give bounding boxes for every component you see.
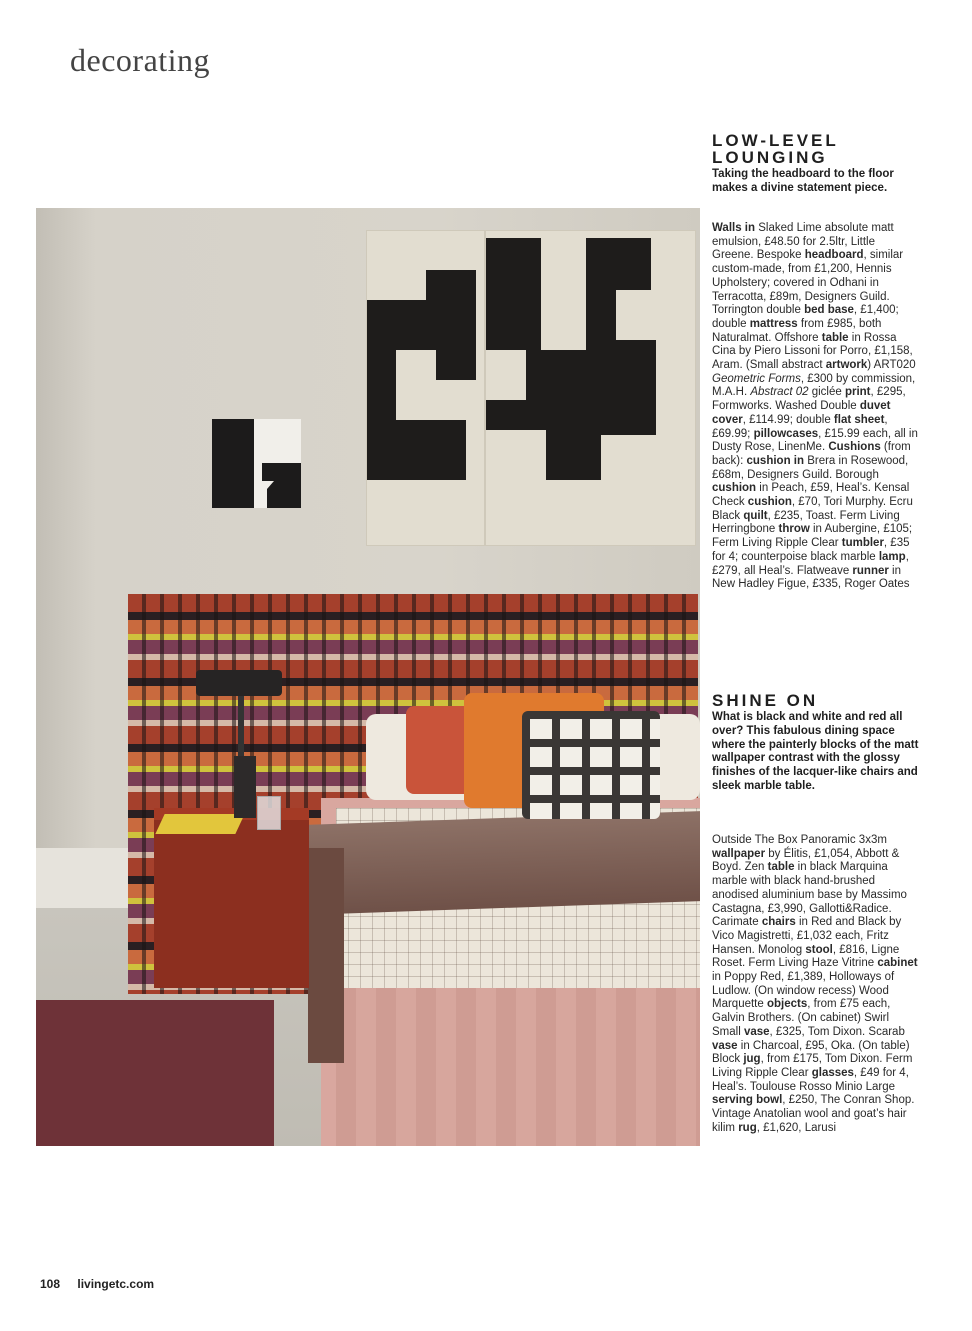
yellow-book [155, 814, 244, 834]
article-heading [712, 132, 922, 166]
credit-text: Slaked Lime absolute matt emulsion, £48.50 for 2.5ltr, Little Greene. Bespoke [712, 222, 894, 262]
credit-text: by Élitis, £1,054, Abbott & Boyd. Zen [712, 847, 900, 874]
credit-text: in Rossa Cina by Piero Lissoni for Porro, £1,158, Aram. (Small abstract [712, 331, 913, 372]
credit-product-term: table [767, 861, 795, 874]
product-credits-1 [712, 222, 918, 592]
credit-text: in New Hadley Figue, £335, Roger Oates [712, 564, 910, 591]
credit-text: , £295, Formworks. Washed Double [712, 386, 906, 413]
glass-tumbler [257, 796, 281, 830]
credit-text: , £1,400; double [712, 304, 899, 330]
credit-product-term: artwork [825, 359, 868, 372]
credit-product-term: Walls in [712, 222, 756, 234]
article-shine-on [712, 692, 922, 794]
bed-valance [336, 978, 700, 1146]
site-url[interactable]: livingetc.com [77, 1277, 155, 1291]
credit-product-term: cushion [712, 482, 757, 495]
credit-product-term: serving bowl [712, 1094, 783, 1107]
credit-text: , £325, Tom Dixon. Scarab [769, 1025, 905, 1038]
credit-product-term: print [844, 386, 871, 399]
credit-product-term: Cushions [828, 441, 881, 454]
credit-text: Brera in Rosewood, £68m, Designers Guild. Borough [712, 454, 909, 481]
lamp-shade [196, 670, 282, 696]
credit-text: , £816, Ligne Roset. Ferm Living Haze Vitrine [712, 943, 900, 970]
credit-text: Geometric Forms [712, 372, 801, 385]
credit-product-term: lamp [878, 550, 906, 563]
credit-product-term: cushion in [746, 454, 805, 467]
credit-text: in black Marquina marble with black hand-brushed anodised aluminium base by Massimo Castagna, £3,990, Gallotti&Radice. Carimate [712, 861, 907, 929]
credit-text: , £279, all Heal’s. Flatweave [712, 550, 909, 577]
credit-text: , £235, Toast. Ferm Living Herringbone [712, 509, 900, 536]
page-number: 108 [40, 1277, 61, 1291]
credit-product-term: pillowcases [753, 427, 819, 440]
credit-product-term: jug [743, 1053, 761, 1066]
credit-text: , £1,620, Larusi [756, 1121, 837, 1134]
credit-text: in Peach, £59, Heal’s. Kensal Check [712, 482, 910, 509]
small-abstract-artwork [212, 419, 301, 508]
credit-product-term: table [821, 331, 849, 344]
credit-text: , £70, Tori Murphy. Ecru Black [712, 496, 913, 522]
credit-text: ) ART020 [867, 359, 916, 372]
credit-text: , £35 for 4; counterpoise black marble [712, 537, 910, 563]
credit-product-term: tumbler [841, 537, 884, 550]
section-header: decorating [70, 42, 211, 78]
credit-text: from £985, both Naturalmat. Offshore [712, 317, 882, 344]
marble-lamp-base [234, 756, 256, 818]
credit-text: , £250, The Conran Shop. Vintage Anatolian wool and goat’s hair kilim [712, 1094, 915, 1134]
bedroom-photo [36, 208, 700, 1146]
credit-product-term: quilt [743, 509, 768, 522]
throw-fringe [308, 848, 344, 1063]
article-heading-2: SHINE ON [712, 691, 819, 710]
page-footer [40, 1277, 168, 1291]
artwork-seam [484, 230, 486, 546]
credit-product-term: headboard [804, 249, 864, 262]
small-abstract-shapes [212, 419, 301, 508]
credit-product-term: cushion [747, 496, 792, 509]
credit-product-term: objects [766, 998, 808, 1011]
heading-line-2: LOUNGING [712, 148, 828, 167]
credit-product-term: throw [778, 523, 810, 536]
credit-text: , £49 for 4, Heal’s. Toulouse Rosso Minio Large [712, 1066, 909, 1093]
product-credits-2 [712, 834, 918, 1135]
credit-product-term: glasses [811, 1066, 854, 1079]
credit-text: giclée [808, 386, 845, 399]
credit-product-term: rug [738, 1121, 757, 1134]
credit-product-term: stool [805, 943, 833, 956]
credit-text: in Charcoal, £95, Oka. (On table) Block [712, 1039, 910, 1066]
credit-text: in Red and Black by Vico Magistretti, £1,032 each, Fritz Hansen. Monolog [712, 916, 902, 956]
credit-text: , £15.99 each, all in Dusty Rose, LinenMe. [712, 427, 918, 454]
credit-product-term: cabinet [877, 957, 918, 970]
check-cushion [522, 711, 660, 819]
credit-text: Outside The Box Panoramic 3x3m [712, 834, 887, 846]
credit-text: , £69.99; [712, 413, 888, 440]
large-abstract-artwork [366, 230, 696, 546]
credit-product-term: runner [852, 564, 889, 577]
credit-text: , £114.99; double [742, 413, 834, 426]
heading-line-1: LOW-LEVEL [712, 131, 839, 150]
throw-blanket [306, 811, 700, 915]
credit-product-term: flat sheet [833, 413, 885, 426]
credit-product-term: vase [743, 1025, 770, 1038]
floor-runner [36, 1000, 274, 1146]
credit-product-term: duvet cover [712, 400, 891, 426]
credit-product-term: chairs [761, 916, 796, 929]
red-bedside-table [154, 814, 309, 988]
article-low-level-lounging [712, 132, 922, 196]
lamp-stem [238, 696, 244, 756]
credit-product-term: vase [712, 1039, 738, 1052]
article-standfirst: Taking the headboard to the floor makes a divine statement piece. [712, 168, 894, 194]
credit-product-term: wallpaper [712, 847, 766, 860]
credit-text: (from back): [712, 441, 911, 467]
credit-text: Abstract 02 [750, 386, 809, 399]
article-standfirst-2: What is black and white and red all over? This fabulous dining space where the painterly blocks of the matt wallpaper contrast with the glossy finishes of the lacquer-like chairs and sleek marble table. [712, 711, 919, 792]
credit-text: , from £75 each, Galvin Brothers. (On cabinet) Swirl Small [712, 998, 891, 1038]
credit-text: in Poppy Red, £1,389, Holloways of Ludlow. (On window recess) Wood Marquette [712, 971, 895, 1011]
credit-text: , from £175, Tom Dixon. Ferm Living Ripple Clear [712, 1053, 913, 1079]
credit-text: in Aubergine, £105; Ferm Living Ripple Clear [712, 523, 913, 550]
credit-text: , £300 by commission, M.A.H. [712, 372, 916, 399]
credit-product-term: mattress [749, 317, 798, 330]
large-abstract-shapes [366, 230, 696, 546]
credit-product-term: bed base [804, 304, 854, 317]
credit-text: , similar custom-made, from £1,200, Hennis Upholstery; covered in Odhani in Terracotta, £89m, Designers Guild. Torrington double [712, 249, 904, 317]
